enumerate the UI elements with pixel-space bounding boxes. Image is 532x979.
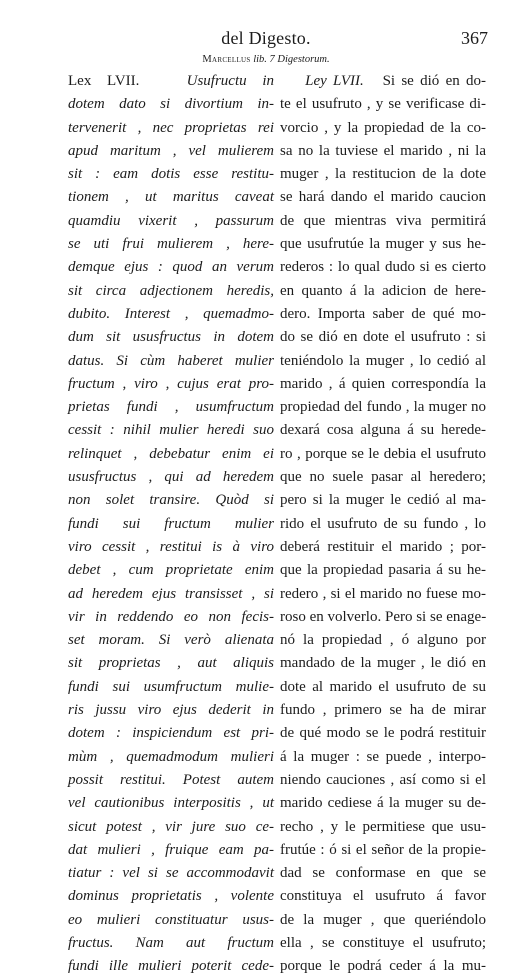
latin-line: se uti frui mulierem , here- <box>68 236 274 253</box>
source-citation <box>0 54 532 65</box>
latin-line: fundi sui usumfructum mulie- <box>68 678 274 695</box>
latin-line: debet , cum proprietate enim <box>68 562 274 579</box>
spanish-line: propiedad del fundo , la muger no <box>280 399 486 416</box>
spanish-line: en quanto á la adicion de here- <box>280 282 486 299</box>
spanish-line: de que mientras viva permitirá <box>280 212 486 229</box>
spanish-line: marido , á quien correspondía la <box>280 375 486 392</box>
source-author: Marcellus <box>202 54 251 65</box>
latin-heading: Lex LVII. <box>68 73 140 89</box>
latin-line: apud maritum , vel mulierem <box>68 142 274 159</box>
latin-line: fructum , viro , cujus erat pro- <box>68 375 274 392</box>
latin-line: dotem : inspiciendum est pri- <box>68 725 274 742</box>
spanish-line: dad se conformase en que se <box>280 865 486 882</box>
spanish-line: de la muger , que queriéndolo <box>280 911 486 928</box>
spanish-line: rederos : lo qual dudo si es cierto <box>280 259 486 276</box>
latin-line: ad heredem ejus transisset , si <box>68 585 274 602</box>
spanish-line: roso en volverlo. Pero si se enage- <box>280 608 487 625</box>
source-reference: lib. 7 Digestorum. <box>253 54 330 65</box>
spanish-line: constituya el usufruto á favor <box>280 888 486 905</box>
latin-line: mùm , quemadmodum mulieri <box>68 748 274 765</box>
spanish-line: muger , la restitucion de la dote <box>280 166 486 183</box>
latin-line: sit circa adjectionem heredis, <box>68 282 274 299</box>
latin-line: ususfructus , qui ad heredem <box>68 469 274 486</box>
latin-line: fructus. Nam aut fructum <box>68 934 274 951</box>
spanish-line: te el usufruto , y se verificase di- <box>280 96 486 113</box>
latin-line: tervenerit , nec proprietas rei <box>68 119 274 136</box>
latin-line: non solet transire. Quòd si <box>68 492 274 509</box>
latin-line: tiatur : vel si se accommodavit <box>68 865 274 882</box>
spanish-line: que usufrutúe la muger y sus he- <box>280 236 486 253</box>
spanish-line: do se dió en dote el usufruto : si <box>280 329 486 346</box>
spanish-line: se hará dando el marido caucion <box>280 189 486 206</box>
spanish-line: ella , se constituye el usufruto; <box>280 934 486 951</box>
latin-line: set moram. Si verò alienata <box>68 632 274 649</box>
spanish-first-line-text: Si se dió en do- <box>382 73 486 89</box>
latin-first-line <box>68 70 274 93</box>
spanish-line: teniéndolo la muger , lo cedió al <box>280 352 486 369</box>
spanish-line: ro , porque se le debia el usufruto <box>280 445 486 462</box>
latin-line: sit : eam dotis esse restitu- <box>68 166 274 183</box>
spanish-line: mandado de la muger , le dió en <box>280 655 486 672</box>
latin-line: eo mulieri constituatur usus- <box>68 911 274 928</box>
latin-line: prietas fundi , usumfructum <box>68 399 274 416</box>
spanish-line: pero si la muger le cedió al ma- <box>280 492 486 509</box>
spanish-column <box>280 70 486 979</box>
spanish-first-line <box>280 70 486 93</box>
latin-line: vir in reddendo eo non fecis- <box>68 608 274 625</box>
latin-line: dubito. Interest , quemadmo- <box>68 305 274 322</box>
latin-line: dum sit ususfructus in dotem <box>68 329 274 346</box>
spanish-line: fundo , primero se ha de mirar <box>280 702 486 719</box>
latin-line: ris jussu viro ejus dederit in <box>68 702 274 719</box>
latin-line: demque ejus : quod an verum <box>68 259 274 276</box>
latin-line: tionem , ut maritus caveat <box>68 189 274 206</box>
spanish-heading: Ley LVII. <box>305 73 364 89</box>
latin-line: dominus proprietatis , volente <box>68 888 274 905</box>
spanish-line: rido el usufruto de su fundo , lo <box>280 515 486 532</box>
spanish-text-lines <box>280 93 486 978</box>
spanish-line: frutúe : ó si el señor de la propie- <box>280 841 486 858</box>
spanish-line: recho , y le permitiese que usu- <box>280 818 486 835</box>
running-title: del Digesto. <box>221 28 311 48</box>
latin-line: dotem dato si divortium in- <box>68 96 274 113</box>
page-number: 367 <box>461 28 488 48</box>
latin-first-line-text: Usufructu in <box>186 73 275 89</box>
spanish-line: dexará cosa alguna á su herede- <box>280 422 486 439</box>
spanish-line: sa no la tuviese el marido , ni la <box>280 142 486 159</box>
spanish-line: deberá restituir el marido ; por- <box>280 538 486 555</box>
latin-line: sicut potest , vir jure suo ce- <box>68 818 274 835</box>
latin-text-lines <box>68 93 274 978</box>
spanish-line: dote al marido el usufruto de su <box>280 678 486 695</box>
spanish-line: á la muger : se puede , interpo- <box>280 748 486 765</box>
latin-line: quamdiu vixerit , passurum <box>68 212 274 229</box>
latin-line: fundi sui fructum mulier <box>68 515 274 532</box>
spanish-line: que no suele pasar al heredero; <box>280 469 486 486</box>
latin-line: viro cessit , restitui is à viro <box>68 538 274 555</box>
latin-line: cessit : nihil mulier heredi suo <box>68 422 274 439</box>
latin-line: datus. Si cùm haberet mulier <box>68 352 274 369</box>
latin-line: fundi ille mulieri poterit cede- <box>68 958 274 975</box>
spanish-line: vorcio , y la propiedad de la co- <box>280 119 486 136</box>
latin-line: sit proprietas , aut aliquis <box>68 655 274 672</box>
latin-line: dat mulieri , fruique eam pa- <box>68 841 274 858</box>
latin-column <box>68 70 274 979</box>
spanish-line: que la propiedad pasaria á su he- <box>280 562 486 579</box>
spanish-line: nó la propiedad , ó alguno por <box>280 632 486 649</box>
latin-line: possit restitui. Potest autem <box>68 771 274 788</box>
latin-line: vel cautionibus interpositis , ut <box>68 795 274 812</box>
spanish-line: dero. Importa saber de qué mo- <box>280 305 486 322</box>
latin-line: relinquet , debebatur enim ei <box>68 445 274 462</box>
spanish-line: niendo cauciones , así como si el <box>280 771 486 788</box>
spanish-line: redero , si el marido no fuese mo- <box>280 585 486 602</box>
spanish-line: porque le podrá ceder á la mu- <box>280 958 486 975</box>
spanish-line: de qué modo se le podrá restituir <box>280 725 486 742</box>
spanish-line: marido cediese á la muger su de- <box>280 795 486 812</box>
